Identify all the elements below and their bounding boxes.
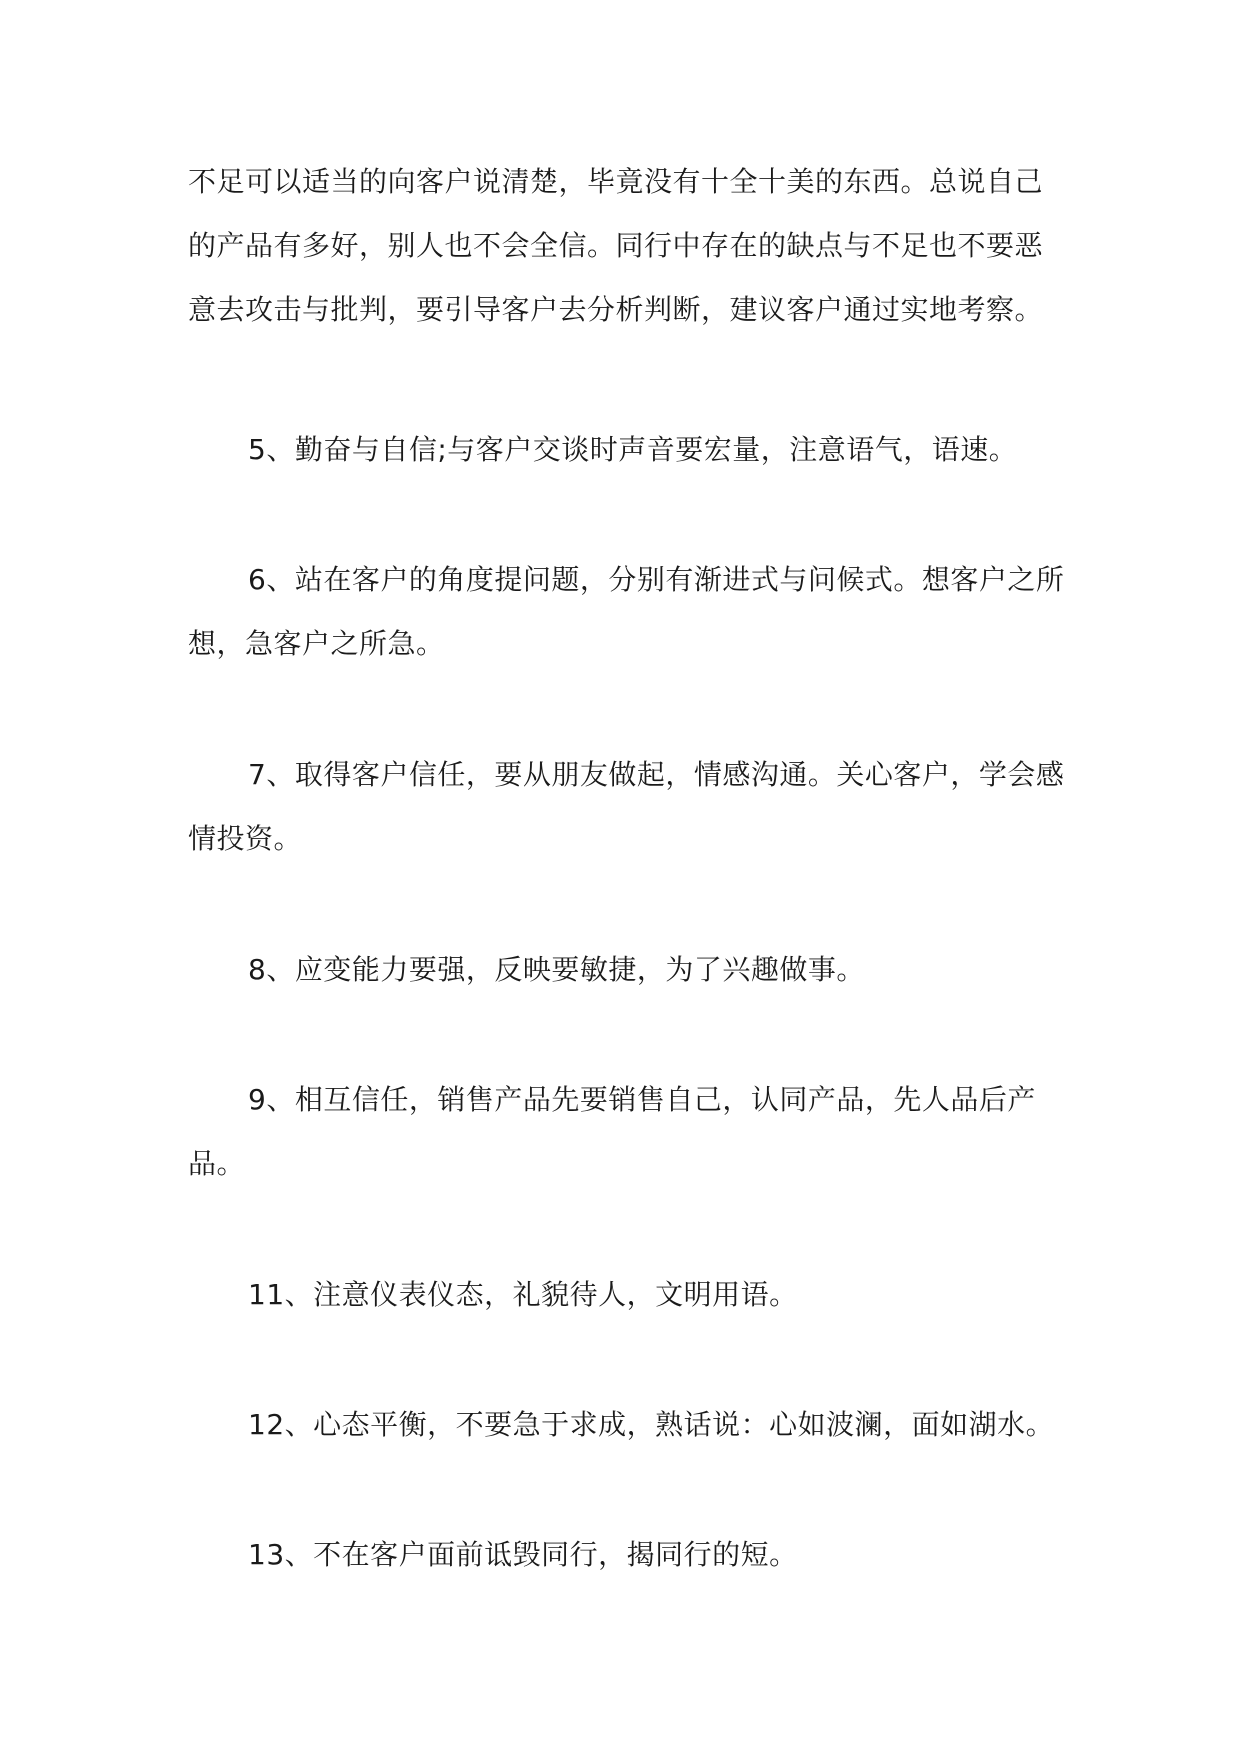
paragraph-item-5: 5、勤奋与自信;与客户交谈时声音要宏量，注意语气，语速。 <box>248 433 1018 466</box>
paragraph-item-11: 11、注意仪表仪态，礼貌待人，文明用语。 <box>248 1278 798 1311</box>
paragraph-continuation: 不足可以适当的向客户说清楚，毕竟没有十全十美的东西。总说自己的产品有多好，别人也不会全信。同行中存在的缺点与不足也不要恶意去攻击与批判，要引导客户去分析判断，建议客户通过实地考察。 <box>188 165 1044 326</box>
paragraph-item-12: 12、心态平衡，不要急于求成，熟话说：心如波澜，面如湖水。 <box>248 1408 1055 1441</box>
paragraph-item-8: 8、应变能力要强，反映要敏捷，为了兴趣做事。 <box>248 953 865 986</box>
paragraph-item-13: 13、不在客户面前诋毁同行，揭同行的短。 <box>248 1538 798 1571</box>
paragraph-item-9: 9、相互信任，销售产品先要销售自己，认同产品，先人品后产品。 <box>188 1083 1036 1180</box>
paragraph-item-6: 6、站在客户的角度提问题，分别有渐进式与问候式。想客户之所想，急客户之所急。 <box>188 563 1065 660</box>
paragraph-item-7: 7、取得客户信任，要从朋友做起，情感沟通。关心客户，学会感情投资。 <box>188 758 1065 855</box>
